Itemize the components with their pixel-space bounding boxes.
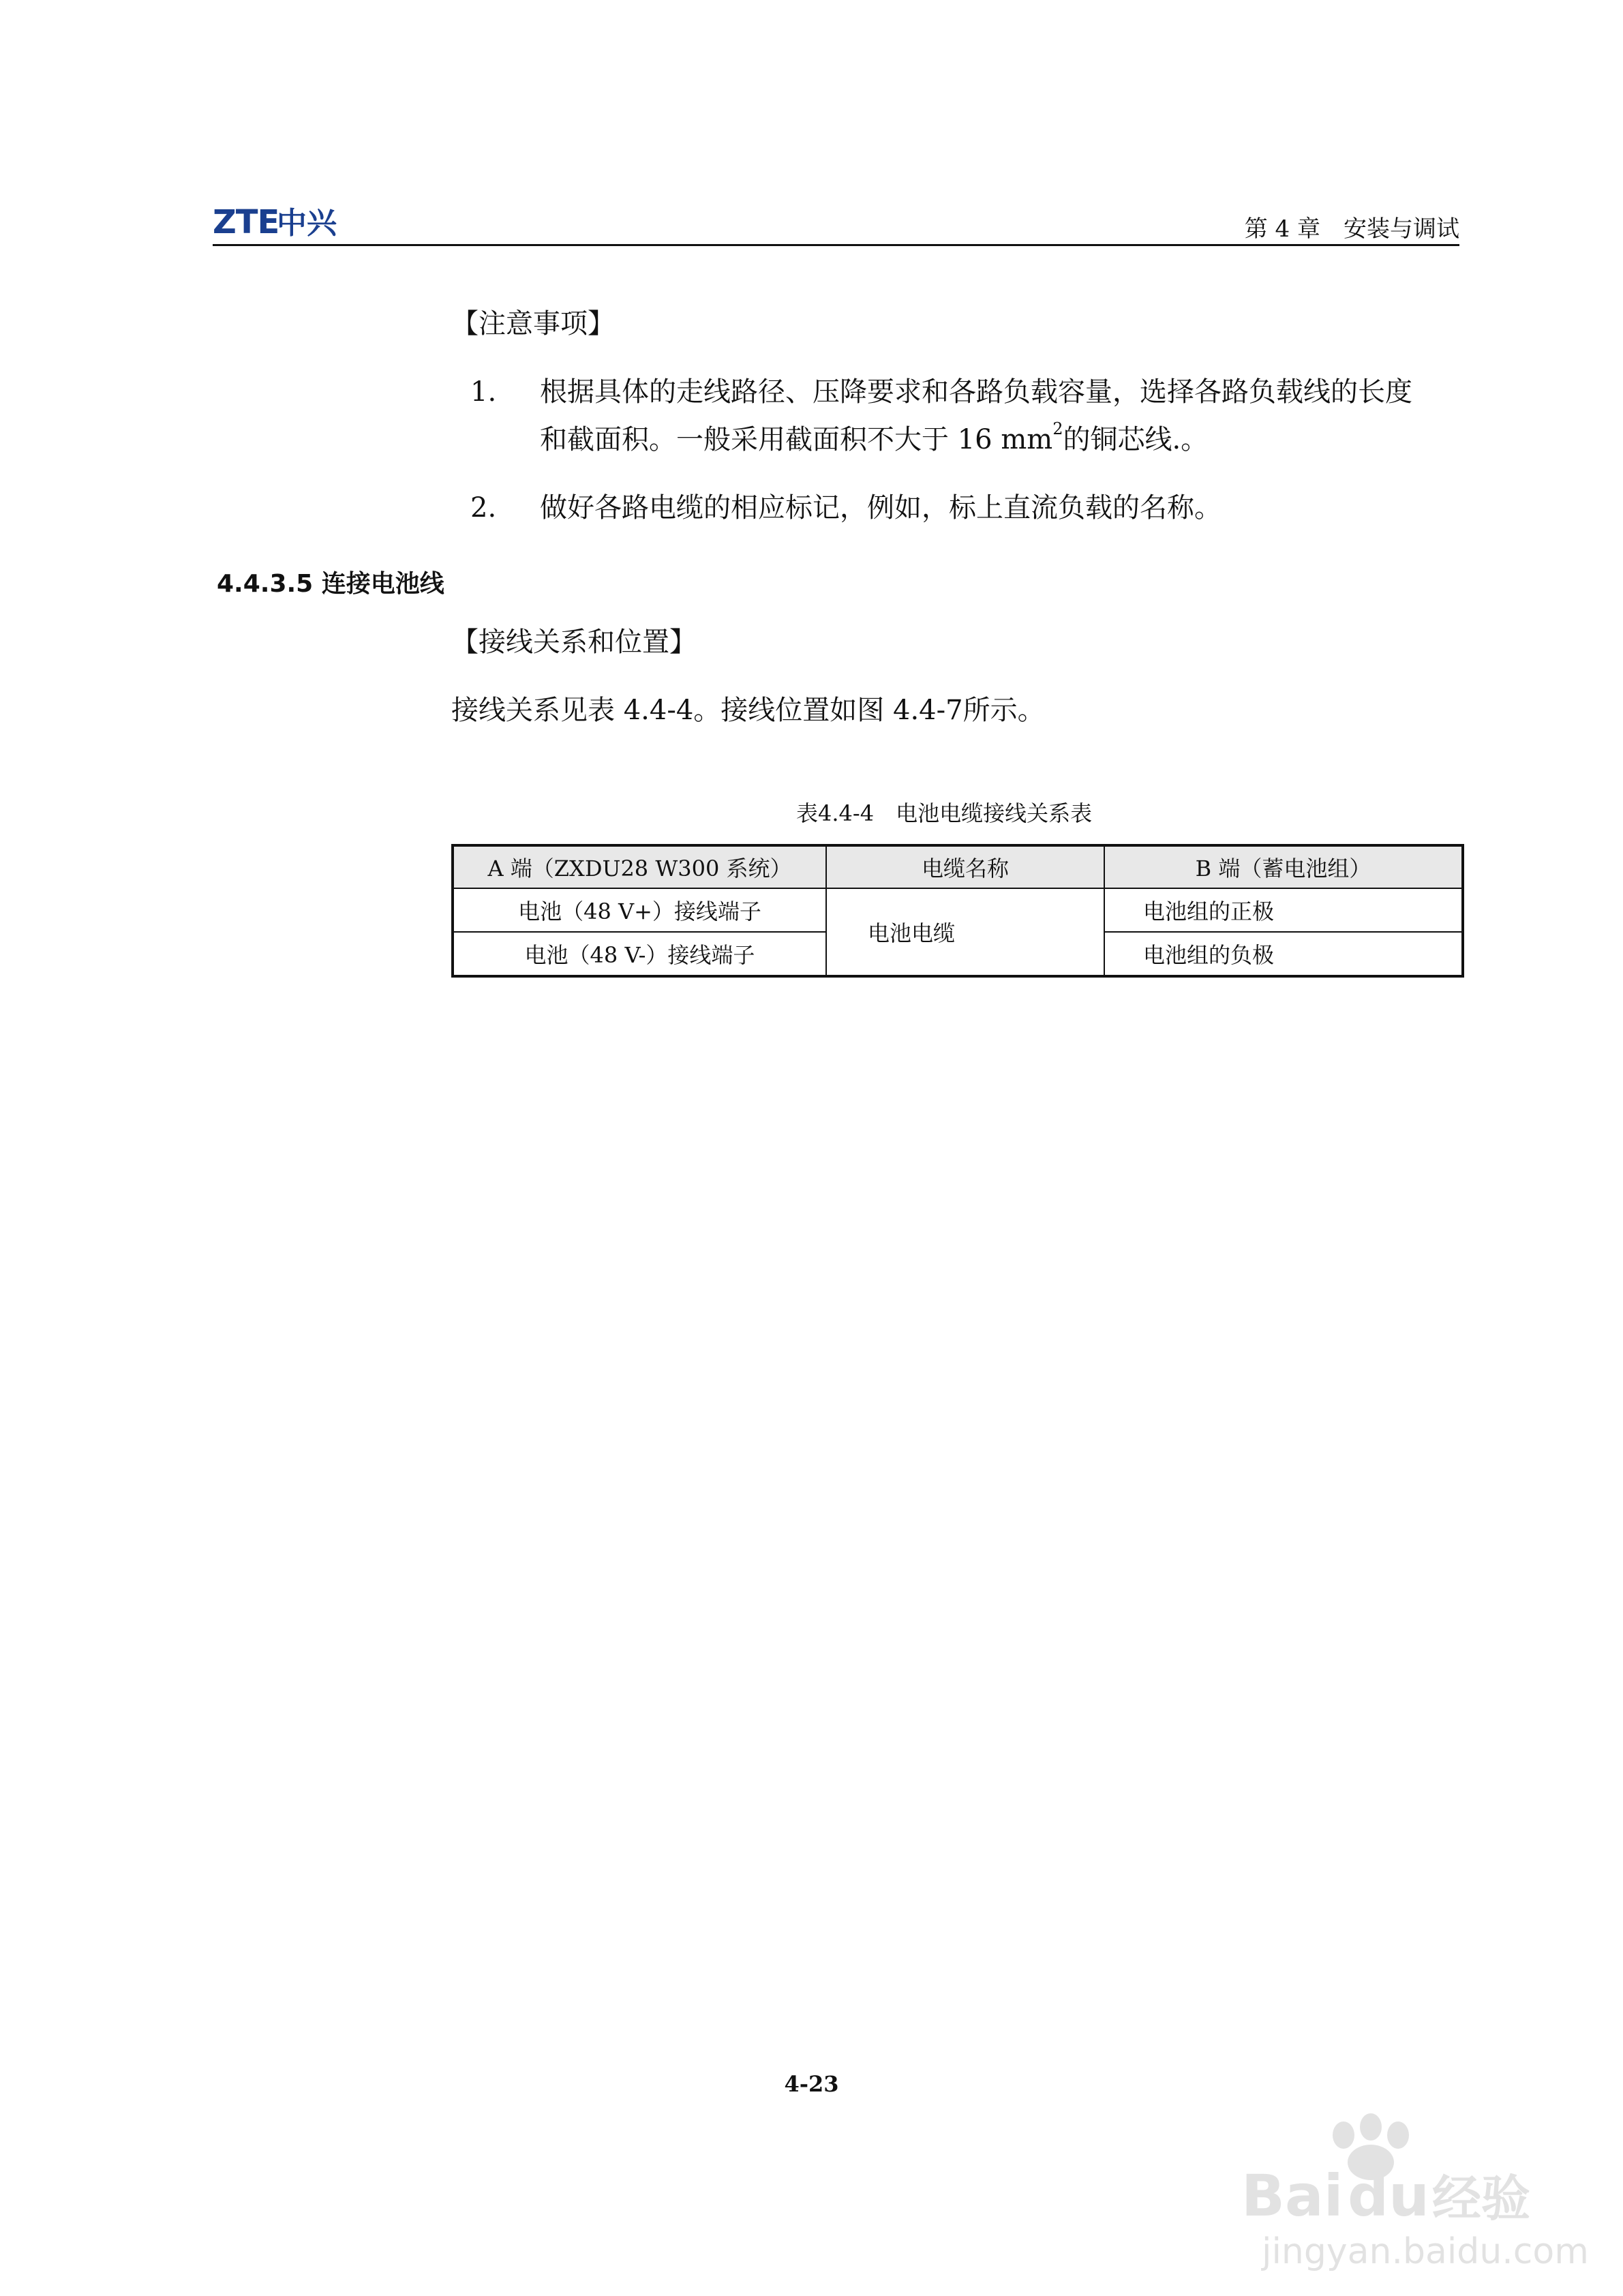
note-1-line-1: 根据具体的走线路径、压降要求和各路负载容量，选择各路负载线的长度 xyxy=(540,376,1412,408)
page-number: 4-23 xyxy=(784,2071,839,2097)
note-1-line-2-end: 的铜芯线.。 xyxy=(1063,424,1209,455)
cable-name-cell: 电池电缆 xyxy=(826,888,1104,976)
header-cable-name: 电缆名称 xyxy=(826,845,1104,888)
notes-heading: 【注意事项】 xyxy=(451,308,615,339)
svg-text:jingyan.baidu.com: jingyan.baidu.com xyxy=(1262,2231,1589,2272)
svg-text:ZTE: ZTE xyxy=(213,203,279,241)
superscript-2: 2 xyxy=(1052,419,1063,438)
row-1-b-end: 电池组的正极 xyxy=(1104,888,1463,932)
note-1-line-2 xyxy=(540,419,1209,455)
header-divider xyxy=(213,244,1459,246)
cable-table xyxy=(451,844,1464,978)
note-2-text: 做好各路电缆的相应标记，例如，标上直流负载的名称。 xyxy=(540,492,1222,524)
note-2-number: 2. xyxy=(470,492,497,524)
svg-text:经验: 经验 xyxy=(1432,2170,1531,2227)
table-header-row xyxy=(453,845,1463,888)
note-1-number: 1. xyxy=(470,376,497,408)
table-row xyxy=(453,888,1463,932)
zte-logo xyxy=(213,198,337,245)
note-1-line-2-text: 和截面积。一般采用截面积不大于 16 mm xyxy=(540,424,1053,455)
baidu-jingyan-watermark xyxy=(1234,2106,1589,2277)
table-caption: 表4.4-4 电池电缆接线关系表 xyxy=(796,800,1093,826)
svg-text:du: du xyxy=(1348,2162,1429,2229)
svg-text:中兴: 中兴 xyxy=(277,206,337,241)
row-1-a-end: 电池（48 V+）接线端子 xyxy=(453,888,826,932)
svg-text:Bai: Bai xyxy=(1241,2162,1344,2229)
wiring-body: 接线关系见表 4.4-4。接线位置如图 4.4-7所示。 xyxy=(451,695,1045,726)
section-heading: 4.4.3.5 连接电池线 xyxy=(217,570,444,598)
chapter-title: 第 4 章 安装与调试 xyxy=(1244,215,1459,243)
header-a-end: A 端（ZXDU28 W300 系统） xyxy=(453,845,826,888)
row-2-b-end: 电池组的负极 xyxy=(1104,932,1463,976)
row-2-a-end: 电池（48 V-）接线端子 xyxy=(453,932,826,976)
wiring-heading: 【接线关系和位置】 xyxy=(451,626,697,658)
header-b-end: B 端（蓄电池组） xyxy=(1104,845,1463,888)
